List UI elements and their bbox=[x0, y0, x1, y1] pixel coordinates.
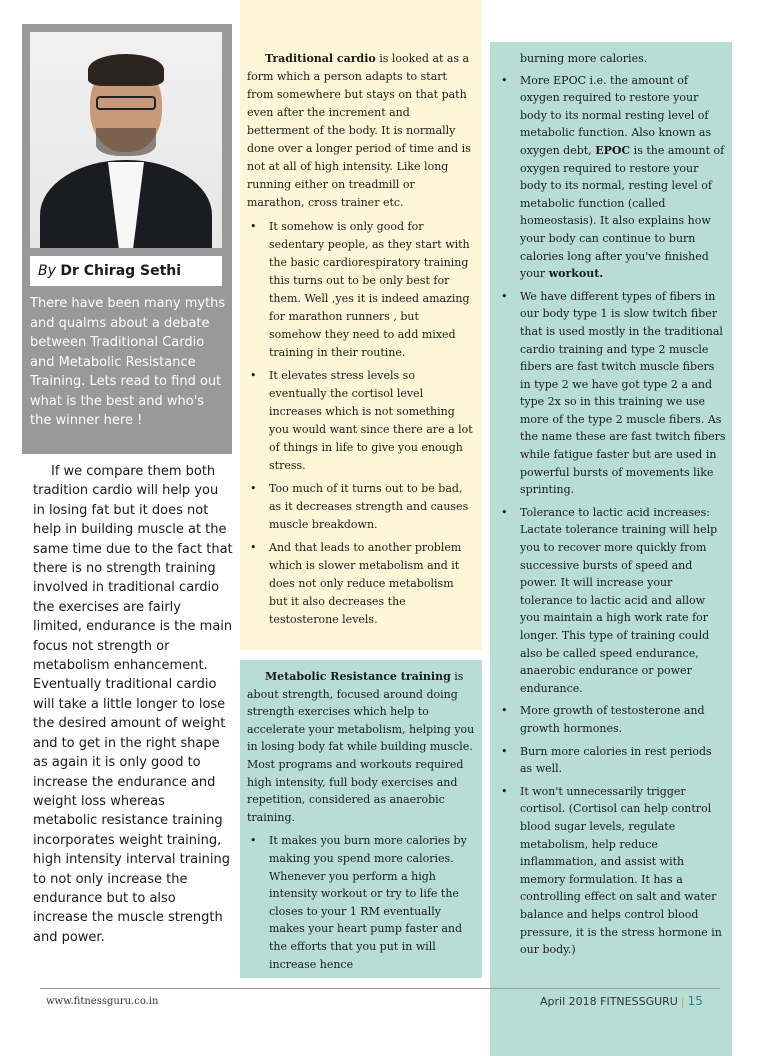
list-item: • And that leads to another problem which is slower metabolism and it does not only reduce metabolism but it also decreases the testosterone levels. bbox=[247, 539, 473, 629]
traditional-lead: is looked at as a form which a person adapts to start from somewhere but stays on that path even after the increment and betterment of the body. It is normally done over a longer period of time and is not at all of high intensity. Like long running either on treadmill or marathon, cross trainer etc. bbox=[247, 52, 471, 209]
list-item: • It won't unnecessarily trigger cortisol. (Cortisol can help control blood sugar levels, regulate metabolism, help reduce inflammation, and assist with memory formulation. It has a controlling effect on salt and water balance and helps control blood pressure, it is the stress hormone in our body.) bbox=[498, 783, 726, 959]
intro-text: There have been many myths and qualms about a debate between Traditional Cardio and Metabolic Resistance Training. Lets read to find out what is the best and who's the winner here ! bbox=[30, 296, 226, 428]
list-item: • We have different types of fibers in our body type 1 is slow twitch fiber that is used mostly in the traditional cardio training and type 2 muscle fibers are fast twitch muscle fibers in type 2 we have got type 2 a and type 2x so in this training we use more of the type 2 muscle fibers. As the name these are fast twitch fibers while fatigue faster but are used in powerful bursts of movements like sprinting. bbox=[498, 288, 726, 499]
metabolic-lead: is about strength, focused around doing strength exercises which help to accelerate your metabolism, helping you in losing body fat while building muscle. Most programs and workouts required high intensity, full body exercises and repetition, considered as anaerobic training. bbox=[247, 670, 475, 824]
metabolic-heading: Metabolic Resistance training bbox=[265, 670, 451, 683]
list-item: • It makes you burn more calories by making you spend more calories. Whenever you perform a high intensity workout or try to life the closes to your 1 RM eventually makes your heart pump faster and the efforts that you put in will increase hence bbox=[247, 832, 475, 973]
traditional-cardio-section bbox=[247, 50, 473, 634]
list-item: • It elevates stress levels so eventually the cortisol level increases which is not something you would want since there are a lot of things in life to give you enough stress. bbox=[247, 367, 473, 475]
footer-separator: | bbox=[680, 995, 685, 1008]
list-item: • It somehow is only good for sedentary people, as they start with the basic cardiorespiratory training this turns out to be only best for them. Well ,yes it is indeed amazing for marathon runners , but somehow they need to add mixed training in their routine. bbox=[247, 218, 473, 362]
metabolic-resistance-panel bbox=[240, 660, 482, 978]
list-item: • Burn more calories in rest periods as well. bbox=[498, 743, 726, 778]
author-box bbox=[22, 24, 232, 454]
footer-issue bbox=[540, 994, 703, 1008]
list-item-epoc: • More EPOC i.e. the amount of oxygen required to restore your body to its normal resting level of metabolic function. Also known as oxygen debt, EPOC is the amount of oxygen required to restore your body to its normal, resting level of metabolic function (called homeostasis). It also explains how your body can continue to burn calories long after you've finished your workout. bbox=[498, 72, 726, 283]
issue-label: April 2018 FITNESSGURU bbox=[540, 995, 678, 1008]
col1-body-text: If we compare them both tradition cardio will help you in losing fat but it does not help in building muscle at the same time due to the fact that there is no strength training involved in traditional cardio the exercises are fairly limited, endurance is the main focus not strength or metabolism enhancement. Eventually traditional cardio will take a little longer to lose the desired amount of weight and to get in the right shape as again it is only good to increase the endurance and weight loss whereas metabolic resistance training incorporates weight training, high intensity interval training to not only increase the endurance but to also increase the muscle strength and power. bbox=[33, 464, 233, 945]
page-number: 15 bbox=[687, 994, 703, 1008]
footer-divider bbox=[40, 988, 720, 989]
metabolic-resistance-section bbox=[247, 668, 475, 978]
author-photo bbox=[30, 32, 222, 248]
continuation-text: burning more calories. bbox=[520, 52, 648, 65]
list-item: • Tolerance to lactic acid increases: Lactate tolerance training will help you to recover more quickly from successive bursts of speed and power. It will increase your tolerance to lactic acid and allow you maintain a high work rate for longer. This type of training could also be called speed endurance, anaerobic endurance or power endurance. bbox=[498, 504, 726, 698]
traditional-heading: Traditional cardio bbox=[265, 52, 376, 65]
footer-website: www.fitnessguru.co.in bbox=[46, 996, 159, 1007]
list-item: • More growth of testosterone and growth hormones. bbox=[498, 702, 726, 737]
byline bbox=[30, 256, 222, 286]
byline-by: By bbox=[38, 263, 56, 279]
author-name: Dr Chirag Sethi bbox=[60, 263, 182, 279]
list-item: • Too much of it turns out to be bad, as it decreases strength and causes muscle breakdown. bbox=[247, 480, 473, 534]
benefits-section bbox=[498, 50, 726, 964]
